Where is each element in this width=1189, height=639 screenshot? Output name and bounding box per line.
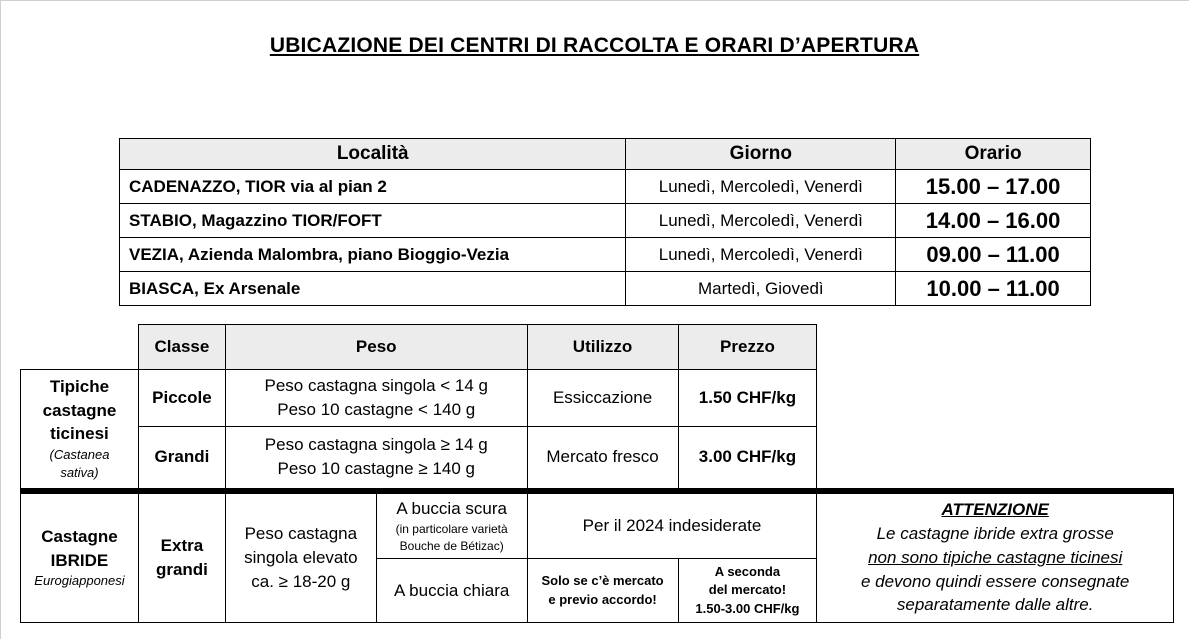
- peso-extra-2: singola elevato: [244, 547, 358, 567]
- indesiderate-cell: Per il 2024 indesiderate: [527, 491, 817, 559]
- classe-extra-grandi: [138, 491, 225, 623]
- buccia-scura-1: A buccia scura: [396, 499, 507, 519]
- schedule-table: [119, 138, 1091, 306]
- table-row: [21, 370, 1174, 427]
- mercato-accordo-1: Solo se c’è mercato: [541, 573, 664, 589]
- peso-grandi-cell: [225, 427, 527, 491]
- header-orario: Orario: [896, 139, 1091, 170]
- table-row: [21, 491, 1174, 559]
- header-giorno: Giorno: [626, 139, 896, 170]
- utilizzo-piccole: Essiccazione: [527, 370, 678, 427]
- ticinesi-latin-1: (Castanea: [49, 447, 110, 463]
- header-prezzo: Prezzo: [678, 325, 817, 370]
- mercato-accordo-cell: [527, 559, 678, 623]
- classe-extra-2: grandi: [155, 559, 208, 579]
- seconda-mercato-1: A seconda: [714, 564, 781, 580]
- table-row: [120, 272, 1091, 306]
- ticinesi-label-2: castagne: [42, 400, 117, 420]
- utilizzo-grandi: Mercato fresco: [527, 427, 678, 491]
- peso-grandi-1: Peso castagna singola ≥ 14 g: [264, 435, 488, 455]
- ticinesi-latin-2: sativa): [60, 465, 99, 481]
- days-cell: Martedì, Giovedì: [626, 272, 896, 306]
- buccia-scura-cell: [376, 491, 527, 559]
- schedule-header-row: [120, 139, 1091, 170]
- peso-piccole-1: Peso castagna singola < 14 g: [264, 376, 489, 396]
- left-border-line: [0, 0, 1, 639]
- header-peso: Peso: [225, 325, 527, 370]
- ticinesi-label-3: ticinesi: [50, 424, 109, 444]
- attenzione-title: ATTENZIONE: [941, 500, 1049, 520]
- header-utilizzo: Utilizzo: [527, 325, 678, 370]
- hours-cell: 09.00 – 11.00: [896, 238, 1091, 272]
- ibride-label-cell: [21, 491, 139, 623]
- classe-piccole: Piccole: [138, 370, 225, 427]
- peso-piccole-cell: [225, 370, 527, 427]
- attenzione-line-2: non sono tipiche castagne ticinesi: [868, 547, 1123, 567]
- location-cell: CADENAZZO, TIOR via al pian 2: [120, 170, 626, 204]
- attenzione-line-3: e devono quindi essere consegnate: [860, 571, 1130, 591]
- location-cell: VEZIA, Azienda Malombra, piano Bioggio-Vezia: [120, 238, 626, 272]
- classe-grandi: Grandi: [138, 427, 225, 491]
- ibride-label-3: Eurogiapponesi: [34, 573, 125, 589]
- seconda-mercato-2: del mercato!: [708, 582, 787, 598]
- peso-extra-1: Peso castagna: [244, 524, 358, 544]
- page-title: UBICAZIONE DEI CENTRI DI RACCOLTA E ORARI D’APERTURA: [269, 34, 920, 57]
- peso-piccole-2: Peso 10 castagne < 140 g: [277, 400, 476, 419]
- empty-corner: [21, 325, 139, 370]
- hours-cell: 15.00 – 17.00: [896, 170, 1091, 204]
- attenzione-line-1: Le castagne ibride extra grosse: [876, 524, 1114, 544]
- hours-cell: 14.00 – 16.00: [896, 204, 1091, 238]
- ibride-label-2: IBRIDE: [50, 550, 109, 570]
- hours-cell: 10.00 – 11.00: [896, 272, 1091, 306]
- attenzione-line-4: separatamente dalle altre.: [896, 595, 1094, 615]
- ibride-label-1: Castagne: [41, 526, 118, 546]
- location-cell: BIASCA, Ex Arsenale: [120, 272, 626, 306]
- days-cell: Lunedì, Mercoledì, Venerdì: [626, 238, 896, 272]
- peso-grandi-2: Peso 10 castagne ≥ 140 g: [277, 459, 475, 479]
- top-border-line: [0, 0, 1189, 1]
- mercato-accordo-2: e previo accordo!: [548, 591, 657, 607]
- buccia-scura-3: Bouche de Bétizac): [399, 538, 504, 553]
- seconda-mercato-cell: [678, 559, 817, 623]
- days-cell: Lunedì, Mercoledì, Venerdì: [626, 204, 896, 238]
- peso-extra-cell: [225, 491, 376, 623]
- location-cell: STABIO, Magazzino TIOR/FOFT: [120, 204, 626, 238]
- prezzo-piccole: 1.50 CHF/kg: [678, 370, 817, 427]
- empty-cell: [817, 427, 1174, 491]
- prezzo-grandi: 3.00 CHF/kg: [678, 427, 817, 491]
- empty-cell: [817, 370, 1174, 427]
- table-row: [120, 204, 1091, 238]
- table-row: [21, 427, 1174, 491]
- table-row: [120, 170, 1091, 204]
- attenzione-cell: [817, 491, 1174, 623]
- header-localita: Località: [120, 139, 626, 170]
- days-cell: Lunedì, Mercoledì, Venerdì: [626, 170, 896, 204]
- header-classe: Classe: [138, 325, 225, 370]
- seconda-mercato-3: 1.50-3.00 CHF/kg: [695, 600, 800, 616]
- pricing-table: [20, 324, 1174, 623]
- buccia-chiara: A buccia chiara: [376, 559, 527, 623]
- table-row: [120, 238, 1091, 272]
- ticinesi-label-1: Tipiche: [49, 376, 110, 396]
- peso-extra-3: ca. ≥ 18-20 g: [251, 571, 351, 591]
- classe-extra-1: Extra: [160, 535, 204, 555]
- buccia-scura-2: (in particolare varietà: [395, 521, 508, 536]
- pricing-header-row: [21, 325, 1174, 370]
- ticinesi-label-cell: [21, 370, 139, 491]
- empty-right: [817, 325, 1174, 370]
